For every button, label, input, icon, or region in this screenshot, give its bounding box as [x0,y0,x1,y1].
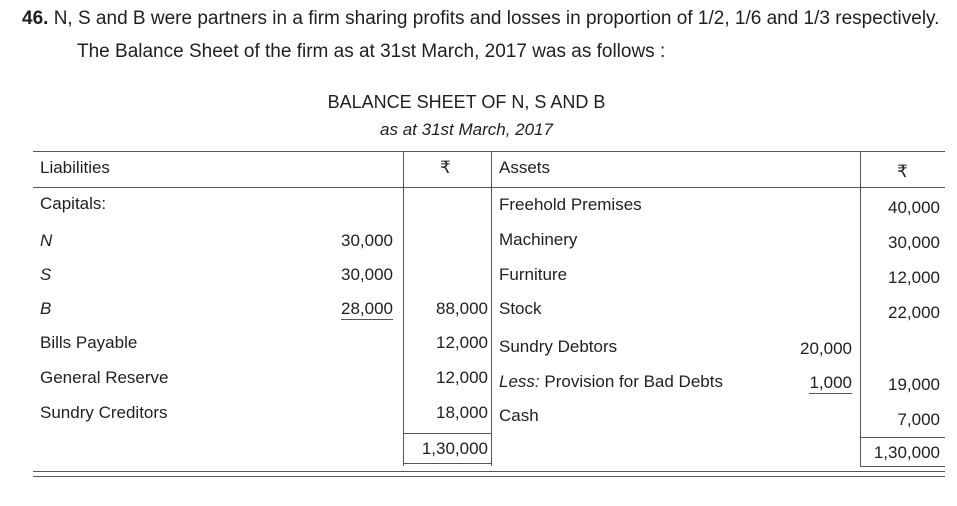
capitals-label: Capitals: [40,194,107,213]
sundry-creditors-label: Sundry Creditors [40,403,168,422]
machinery-amount: 30,000 [888,233,940,252]
debtors-amount: 20,000 [800,339,852,358]
partner-b-amount-underlined: 28,000 [341,299,393,318]
question-number: 46. [22,8,49,29]
partner-b-amount [341,299,393,319]
header-liabilities: Liabilities [40,158,110,177]
partner-s-name: S [40,265,52,284]
question-text-2: The Balance Sheet of the firm as at 31st March, 2017 was as follows : [77,41,666,62]
assets-total: 1,30,000 [873,443,940,462]
balance-sheet-title: BALANCE SHEET OF N, S AND B [327,92,606,112]
cash-amount: 7,000 [897,410,940,429]
furniture-label: Furniture [499,265,568,284]
capitals-total: 88,000 [436,299,488,318]
table-bottom-rule-1 [33,471,945,472]
partner-n-name: N [40,231,53,250]
sundry-creditors-amount: 18,000 [436,403,488,422]
provision-amount-underlined: 1,000 [809,373,852,392]
freehold-amount: 40,000 [888,198,940,217]
question-line-1 [22,8,939,30]
debtors-label: Sundry Debtors [499,337,618,356]
liab-total-top-rule [403,433,491,434]
provision-label: Provision for Bad Debts [544,372,723,391]
table-bottom-rule-2 [33,476,945,477]
partner-b-name: B [40,299,52,318]
header-asset-currency: ₹ [897,162,908,181]
provision-row [499,372,723,392]
partner-s-amount: 30,000 [341,265,393,284]
column-divider-1 [403,151,404,466]
cash-label: Cash [499,406,539,425]
general-reserve-label: General Reserve [40,368,169,387]
asset-total-top-rule [860,437,945,438]
furniture-amount: 12,000 [888,268,940,287]
question-text-1: N, S and B were partners in a firm sharing profits and losses in proportion of 1/2, 1/6 and 1/3 respectively. [53,8,940,29]
partner-n-amount: 30,000 [341,231,393,250]
table-top-rule [33,151,945,152]
freehold-label: Freehold Premises [499,195,642,214]
asset-total-bottom-rule [860,466,945,467]
header-liab-currency: ₹ [440,158,451,177]
provision-amount [809,373,852,393]
debtors-net-amount: 19,000 [888,375,940,394]
liabilities-total: 1,30,000 [421,439,488,458]
stock-amount: 22,000 [888,303,940,322]
header-assets: Assets [499,158,551,177]
bills-payable-amount: 12,000 [436,333,488,352]
liab-total-bottom-rule [403,463,491,464]
column-divider-2 [491,151,492,466]
general-reserve-amount: 12,000 [436,368,488,387]
balance-sheet-subtitle: as at 31st March, 2017 [380,120,553,139]
column-divider-3 [860,151,861,466]
machinery-label: Machinery [499,230,578,249]
header-bottom-rule [33,187,945,188]
less-label: Less: [499,372,540,391]
bills-payable-label: Bills Payable [40,333,138,352]
stock-label: Stock [499,299,542,318]
